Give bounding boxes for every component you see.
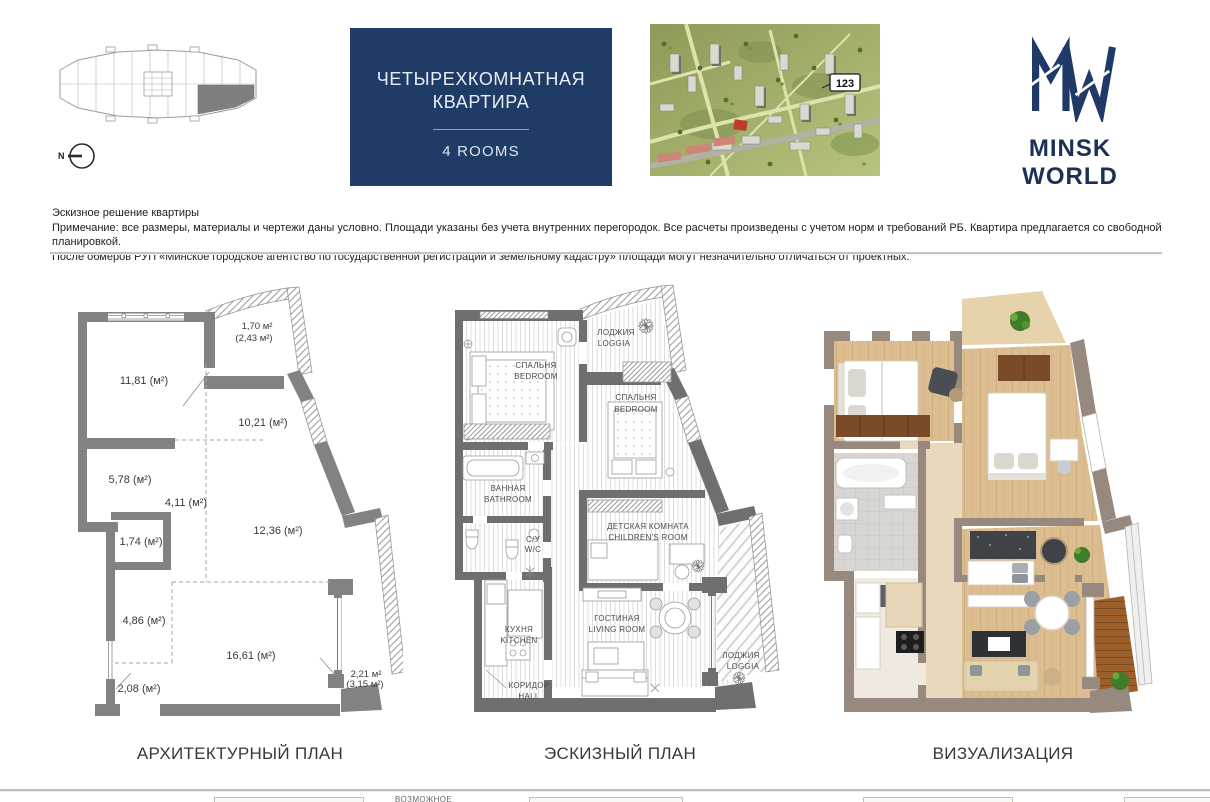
label-bedroom2-en: BEDROOM (614, 405, 658, 414)
area-room2: 10,21 (м²) (238, 417, 288, 429)
area-corridor: 4,86 (м²) (122, 615, 166, 627)
disclaimer-line2: Примечание: все размеры, материалы и чертежи даны условно. Площади указаны без учета внутренних перегородок. Все расчеты произведены с учетом норм и требований РБ. Квартира предлагается со свободной планировкой. (52, 221, 1162, 248)
caption-architectural-plan: АРХИТЕКТУРНЫЙ ПЛАН (136, 744, 344, 763)
label-bedroom1-ru: СПАЛЬНЯ (515, 361, 557, 370)
area-hall: 4,11 (м²) (164, 497, 208, 509)
brand-name: MINSK WORLD (1022, 135, 1118, 190)
label-kitchen-ru: КУХНЯ (504, 625, 534, 634)
disclaimer-text (52, 206, 1174, 264)
area-living: 16,61 (м²) (226, 650, 276, 662)
sketch-plan-drawing (448, 284, 783, 734)
label-loggia-bottom-en: LOGGIA (726, 662, 760, 671)
footer-partial-text: ВОЗМОЖНОЕ (395, 795, 453, 802)
label-loggia-top-ru: ЛОДЖИЯ (597, 328, 635, 337)
label-living-en: LIVING ROOM (588, 625, 646, 634)
label-loggia-bottom-ru: ЛОДЖИЯ (722, 651, 760, 660)
label-bathroom-ru: ВАННАЯ (490, 484, 526, 493)
area-loggia-bottom: 2,21 м² (350, 669, 382, 680)
area-bedroom1: 11,81 (м²) (119, 375, 169, 387)
label-hall-en: HALL (518, 692, 540, 701)
disclaimer-line1: Эскизное решение квартиры (52, 207, 200, 219)
label-children-ru: ДЕТСКАЯ КОМНАТА (607, 522, 689, 531)
apartment-title-box (350, 28, 612, 186)
area-loggia-bottom-alt: (3,15 м²) (346, 679, 384, 690)
north-compass (58, 144, 94, 168)
area-room4: 12,36 (м²) (253, 525, 303, 537)
footer-box (214, 797, 364, 802)
footer-divider-rule (0, 789, 1210, 792)
label-kitchen-en: KITCHEN (500, 636, 538, 645)
disclaimer-line3: После обмеров РУП «Минское городское агентство по государственной регистрации и земельному кадастру» площади могут незначительно отличаться от проектных. (52, 250, 910, 263)
label-bathroom-en: BATHROOM (483, 495, 533, 504)
rooms-count-subtitle: 4 ROOMS (442, 143, 520, 160)
caption-visualization: ВИЗУАЛИЗАЦИЯ (932, 744, 1074, 763)
title-divider (433, 129, 529, 130)
header-divider-rule (50, 252, 1162, 255)
footer-box (863, 797, 1013, 802)
location-aerial-map (650, 24, 880, 176)
caption-sketch-plan: ЭСКИЗНЫЙ ПЛАН (543, 744, 697, 763)
area-entry: 2,08 (м²) (117, 683, 161, 695)
footer-box (529, 797, 683, 802)
architectural-plan-drawing (78, 286, 403, 734)
area-loggia-top: 1,70 м² (241, 321, 273, 332)
building-floor-overview (48, 28, 278, 180)
area-room3: 5,78 (м²) (108, 474, 152, 486)
label-living-ru: ГОСТИНАЯ (594, 614, 640, 623)
footer-box (1124, 797, 1210, 802)
apartment-type-title-line2: КВАРТИРА (432, 92, 530, 112)
north-label: N (58, 151, 65, 161)
label-wc-ru: С/У (526, 535, 540, 544)
map-highlight-building (733, 119, 747, 131)
area-loggia-top-alt: (2,43 м²) (235, 333, 273, 344)
area-storage: 1,74 (м²) (119, 536, 163, 548)
label-hall-ru: КОРИДОР (508, 681, 550, 690)
label-children-en: CHILDREN'S ROOM (608, 533, 688, 542)
visualization-3d-render (820, 283, 1155, 738)
arch-door-and-leader-lines (116, 372, 338, 689)
mw-monogram-icon (1018, 36, 1122, 122)
apartment-type-title-line1: ЧЕТЫРЕХКОМНАТНАЯ (376, 69, 586, 89)
map-badge-number: 123 (835, 78, 855, 90)
label-loggia-top-en: LOGGIA (597, 339, 631, 348)
label-wc-en: W/C (524, 545, 542, 554)
brand-logo (982, 36, 1158, 191)
label-bedroom1-en: BEDROOM (514, 372, 558, 381)
label-bedroom2-ru: СПАЛЬНЯ (615, 393, 657, 402)
